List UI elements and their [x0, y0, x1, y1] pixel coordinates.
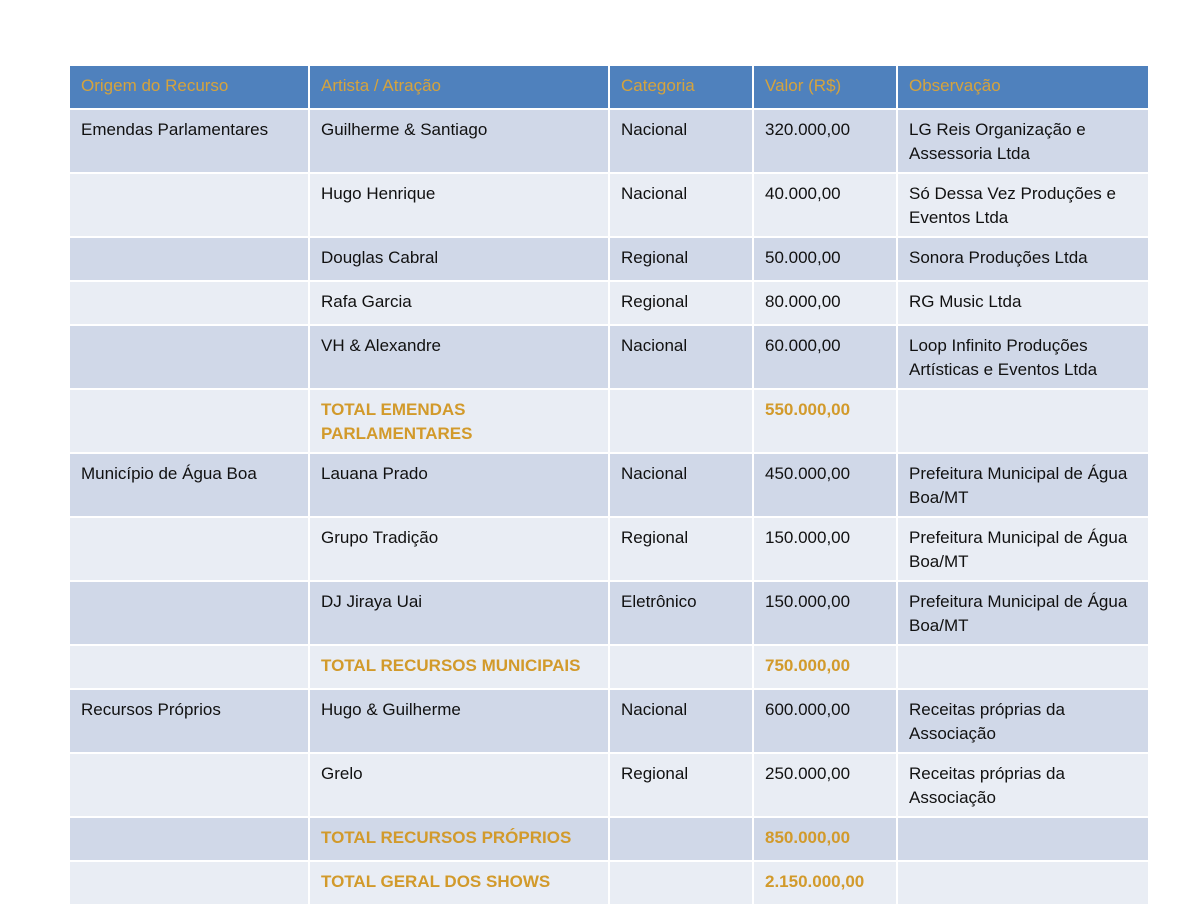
cell-origem	[69, 817, 309, 861]
cell-observacao: Só Dessa Vez Produções e Eventos Ltda	[897, 173, 1149, 237]
cell-observacao: Prefeitura Municipal de Água Boa/MT	[897, 517, 1149, 581]
cell-artista: Grelo	[309, 753, 609, 817]
cell-categoria: Regional	[609, 237, 753, 281]
subtotal-row	[69, 817, 1149, 861]
table-row	[69, 173, 1149, 237]
subtotal-row	[69, 645, 1149, 689]
cell-valor: 60.000,00	[753, 325, 897, 389]
cell-artista: Hugo & Guilherme	[309, 689, 609, 753]
cell-origem: Emendas Parlamentares	[69, 109, 309, 173]
grand-total-label: TOTAL GERAL DOS SHOWS	[309, 861, 609, 905]
cell-artista: Rafa Garcia	[309, 281, 609, 325]
table-row	[69, 581, 1149, 645]
cell-artista: Grupo Tradição	[309, 517, 609, 581]
table-row	[69, 281, 1149, 325]
table-row	[69, 517, 1149, 581]
subtotal-label: TOTAL RECURSOS PRÓPRIOS	[309, 817, 609, 861]
cell-origem	[69, 753, 309, 817]
table-row	[69, 237, 1149, 281]
cell-artista: Douglas Cabral	[309, 237, 609, 281]
cell-origem	[69, 325, 309, 389]
shows-budget-table	[68, 64, 1150, 906]
grand-total-row	[69, 861, 1149, 905]
cell-observacao: RG Music Ltda	[897, 281, 1149, 325]
cell-origem	[69, 389, 309, 453]
cell-categoria	[609, 817, 753, 861]
cell-origem	[69, 237, 309, 281]
cell-observacao: Receitas próprias da Associação	[897, 689, 1149, 753]
cell-categoria	[609, 861, 753, 905]
cell-categoria: Nacional	[609, 109, 753, 173]
cell-valor: 450.000,00	[753, 453, 897, 517]
cell-origem	[69, 861, 309, 905]
cell-valor: 320.000,00	[753, 109, 897, 173]
subtotal-value: 850.000,00	[753, 817, 897, 861]
cell-categoria	[609, 389, 753, 453]
cell-artista: Hugo Henrique	[309, 173, 609, 237]
cell-origem	[69, 173, 309, 237]
cell-observacao: Receitas próprias da Associação	[897, 753, 1149, 817]
cell-categoria: Eletrônico	[609, 581, 753, 645]
cell-artista: Lauana Prado	[309, 453, 609, 517]
cell-origem: Município de Água Boa	[69, 453, 309, 517]
cell-origem	[69, 645, 309, 689]
cell-observacao	[897, 389, 1149, 453]
subtotal-label: TOTAL EMENDAS PARLAMENTARES	[309, 389, 609, 453]
cell-categoria: Nacional	[609, 453, 753, 517]
subtotal-label: TOTAL RECURSOS MUNICIPAIS	[309, 645, 609, 689]
cell-valor: 600.000,00	[753, 689, 897, 753]
table-row	[69, 109, 1149, 173]
cell-valor: 50.000,00	[753, 237, 897, 281]
cell-valor: 80.000,00	[753, 281, 897, 325]
cell-categoria: Nacional	[609, 689, 753, 753]
table-row	[69, 753, 1149, 817]
subtotal-value: 750.000,00	[753, 645, 897, 689]
cell-categoria: Regional	[609, 281, 753, 325]
cell-observacao	[897, 817, 1149, 861]
cell-valor: 40.000,00	[753, 173, 897, 237]
cell-origem	[69, 581, 309, 645]
cell-observacao: LG Reis Organização e Assessoria Ltda	[897, 109, 1149, 173]
header-origem: Origem do Recurso	[69, 65, 309, 109]
cell-origem	[69, 517, 309, 581]
cell-valor: 250.000,00	[753, 753, 897, 817]
table-row	[69, 325, 1149, 389]
header-observacao: Observação	[897, 65, 1149, 109]
table-row	[69, 453, 1149, 517]
cell-origem	[69, 281, 309, 325]
cell-categoria: Regional	[609, 517, 753, 581]
cell-artista: Guilherme & Santiago	[309, 109, 609, 173]
cell-artista: VH & Alexandre	[309, 325, 609, 389]
cell-origem: Recursos Próprios	[69, 689, 309, 753]
cell-categoria: Nacional	[609, 173, 753, 237]
cell-artista: DJ Jiraya Uai	[309, 581, 609, 645]
header-valor: Valor (R$)	[753, 65, 897, 109]
table-header-row	[69, 65, 1149, 109]
cell-categoria	[609, 645, 753, 689]
subtotal-row	[69, 389, 1149, 453]
grand-total-value: 2.150.000,00	[753, 861, 897, 905]
cell-observacao: Prefeitura Municipal de Água Boa/MT	[897, 581, 1149, 645]
header-artista: Artista / Atração	[309, 65, 609, 109]
cell-valor: 150.000,00	[753, 581, 897, 645]
cell-observacao: Prefeitura Municipal de Água Boa/MT	[897, 453, 1149, 517]
table-row	[69, 689, 1149, 753]
cell-observacao	[897, 861, 1149, 905]
cell-observacao	[897, 645, 1149, 689]
subtotal-value: 550.000,00	[753, 389, 897, 453]
cell-categoria: Regional	[609, 753, 753, 817]
cell-valor: 150.000,00	[753, 517, 897, 581]
cell-observacao: Loop Infinito Produções Artísticas e Eventos Ltda	[897, 325, 1149, 389]
header-categoria: Categoria	[609, 65, 753, 109]
cell-categoria: Nacional	[609, 325, 753, 389]
cell-observacao: Sonora Produções Ltda	[897, 237, 1149, 281]
